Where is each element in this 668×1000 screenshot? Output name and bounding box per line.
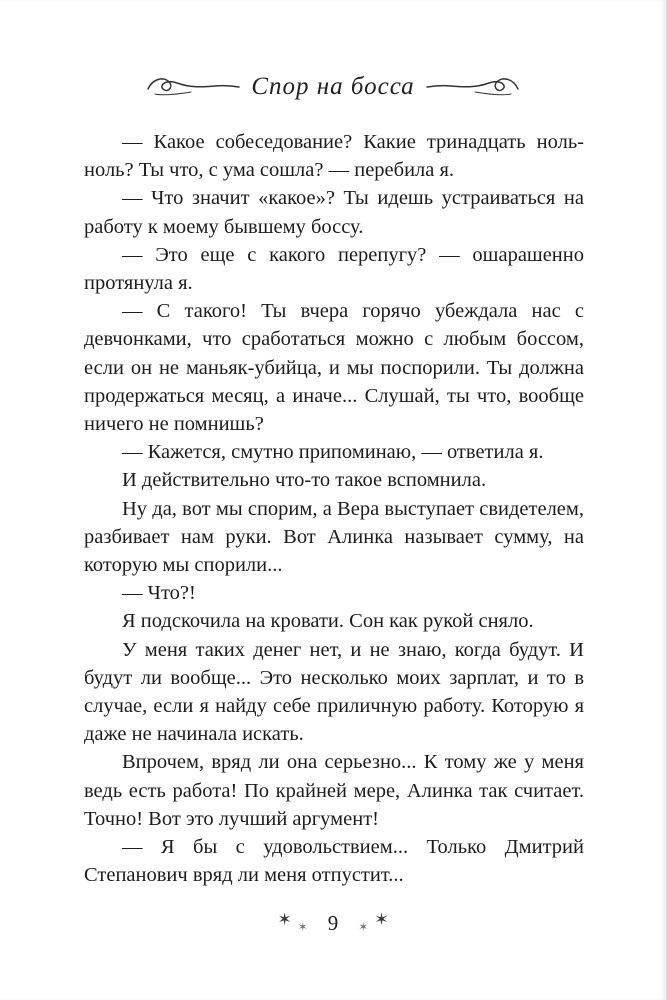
page-title: Спор на босса [251,73,415,100]
paragraph: У меня таких денег нет, и не знаю, когда будут. И будут ли вообще... Это несколько моих зарплат, и то в случае, если я найду себе приличную работу. Которую я даже не начинала искать. [84,638,584,746]
right-flourish-icon [425,74,521,100]
paragraph: — Я бы с удовольствием... Только Дмитрий Степанович вряд ли меня отпустит... [84,836,584,887]
star-icon: ✶ [297,920,308,934]
paragraph: Я подскочила на кровати. Сон как рукой сняло. [122,610,534,633]
body-text [84,128,584,889]
paragraph: — Что значит «какое»? Ты идешь устраиваться на работу к моему бывшему боссу. [84,187,584,238]
left-flourish-icon [145,74,241,100]
paragraph: — С такого! Ты вчера горячо убеждала нас с девчонками, что сработаться можно с любым боссом, если он не маньяк-убийца, и мы поспорили. Ты должна продержаться месяц, а иначе... Слушай, ты что, вообще ничего не помнишь? [84,300,584,436]
paragraph: — Что?! [122,582,196,605]
paragraph: — Это еще с какого перепугу? — ошарашенно протянула я. [84,243,584,295]
paragraph: Впрочем, вряд ли она серьезно... К тому же у меня ведь есть работа! По крайней мере, Алинка так считает. Точно! Вот это лучший аргумент! [84,751,584,830]
paragraph: — Какое собеседование? Какие тринадцать ноль-ноль? Ты что, с ума сошла? — перебила я. [84,131,584,182]
paragraph: Ну да, вот мы спорим, а Вера выступает свидетелем, разбивает нам руки. Вот Алинка называет сумму, на которую мы спорили... [84,497,584,577]
footer-stars-left [277,909,308,934]
paragraph: И действительно что-то такое вспомнила. [122,469,487,492]
paragraph: — Кажется, смутно припоминаю, — ответила я. [122,441,544,464]
footer-stars-right [358,909,389,934]
star-icon: ✶ [358,920,369,934]
page-footer [0,911,666,936]
star-icon: ✶ [277,909,292,929]
chapter-header [0,70,666,104]
page-number: 9 [327,911,339,935]
star-icon: ✶ [374,909,389,929]
